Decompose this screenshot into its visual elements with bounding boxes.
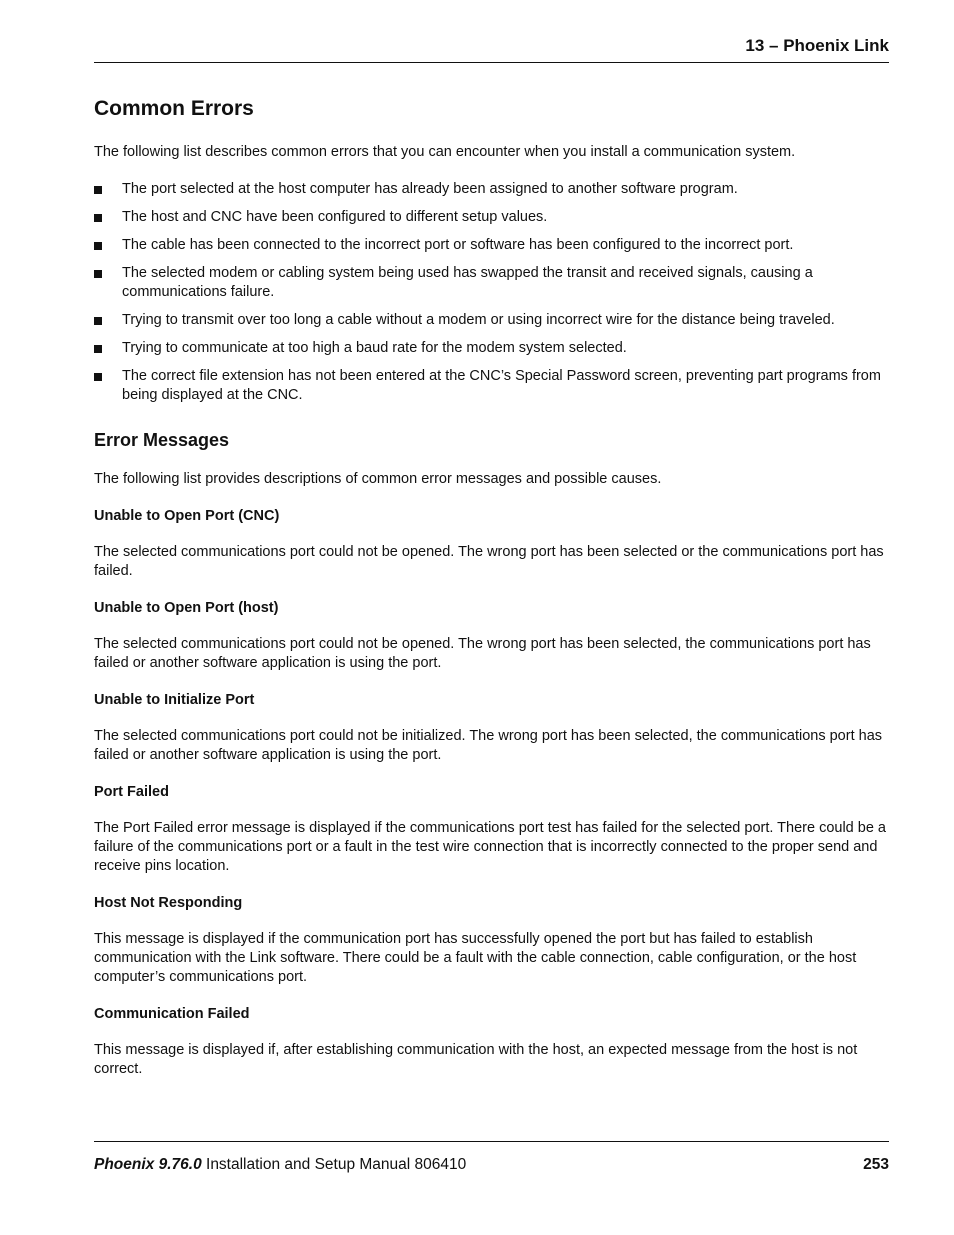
common-errors-list — [94, 180, 889, 405]
list-item: Trying to transmit over too long a cable without a modem or using incorrect wire for the distance being traveled. — [94, 311, 889, 330]
square-bullet-icon — [94, 242, 102, 250]
square-bullet-icon — [94, 373, 102, 381]
product-name: Phoenix 9.76.0 — [94, 1156, 202, 1173]
list-item: The cable has been connected to the incorrect port or software has been configured to the incorrect port. — [94, 236, 889, 255]
list-item: The correct file extension has not been entered at the CNC’s Special Password screen, preventing part programs from being displayed at the CNC. — [94, 367, 889, 405]
error-description: The selected communications port could not be opened. The wrong port has been selected, the communications port has failed or another software application is using the port. — [94, 636, 871, 671]
list-item: The port selected at the host computer has already been assigned to another software program. — [94, 180, 889, 199]
error-title: Port Failed — [94, 784, 169, 800]
section-title: Common Errors — [94, 97, 254, 120]
chapter-header: 13 – Phoenix Link — [745, 36, 889, 55]
error-title: Communication Failed — [94, 1006, 250, 1022]
section-intro: The following list describes common errors that you can encounter when you install a communication system. — [94, 144, 796, 160]
document-page — [94, 0, 889, 1235]
footer-divider — [94, 1141, 889, 1142]
square-bullet-icon — [94, 270, 102, 278]
list-item: The host and CNC have been configured to different setup values. — [94, 208, 889, 227]
manual-title: Installation and Setup Manual 806410 — [201, 1156, 467, 1173]
error-description: The Port Failed error message is displayed if the communications port test has failed for the selected port. There could be a failure of the communications port or a fault in the test wire connection that is incorrectly connected to the proper send and receive pins location. — [94, 820, 886, 874]
subsection-title: Error Messages — [94, 430, 230, 450]
square-bullet-icon — [94, 345, 102, 353]
error-description: The selected communications port could not be opened. The wrong port has been selected or the communications port has failed. — [94, 544, 884, 579]
list-item: Trying to communicate at too high a baud rate for the modem system selected. — [94, 339, 889, 358]
square-bullet-icon — [94, 186, 102, 194]
page-number: 253 — [863, 1156, 889, 1173]
square-bullet-icon — [94, 214, 102, 222]
subsection-intro: The following list provides descriptions of common error messages and possible causes. — [94, 471, 662, 487]
header-divider — [94, 62, 889, 63]
page-content — [94, 96, 889, 1097]
list-item: The selected modem or cabling system being used has swapped the transit and received signals, causing a communications failure. — [94, 264, 889, 302]
error-title: Unable to Open Port (host) — [94, 600, 279, 616]
square-bullet-icon — [94, 317, 102, 325]
error-title: Host Not Responding — [94, 895, 243, 911]
error-description: This message is displayed if, after establishing communication with the host, an expected message from the host is not correct. — [94, 1042, 858, 1077]
page-footer — [94, 1155, 889, 1175]
error-description: This message is displayed if the communication port has successfully opened the port but has failed to establish communication with the Link software. There could be a fault with the cable connection, cable configuration, or the host computer’s communications port. — [94, 931, 857, 985]
error-description: The selected communications port could not be initialized. The wrong port has been selected, the communications port has failed or another software application is using the port. — [94, 728, 883, 763]
error-title: Unable to Open Port (CNC) — [94, 508, 280, 524]
error-title: Unable to Initialize Port — [94, 692, 255, 708]
